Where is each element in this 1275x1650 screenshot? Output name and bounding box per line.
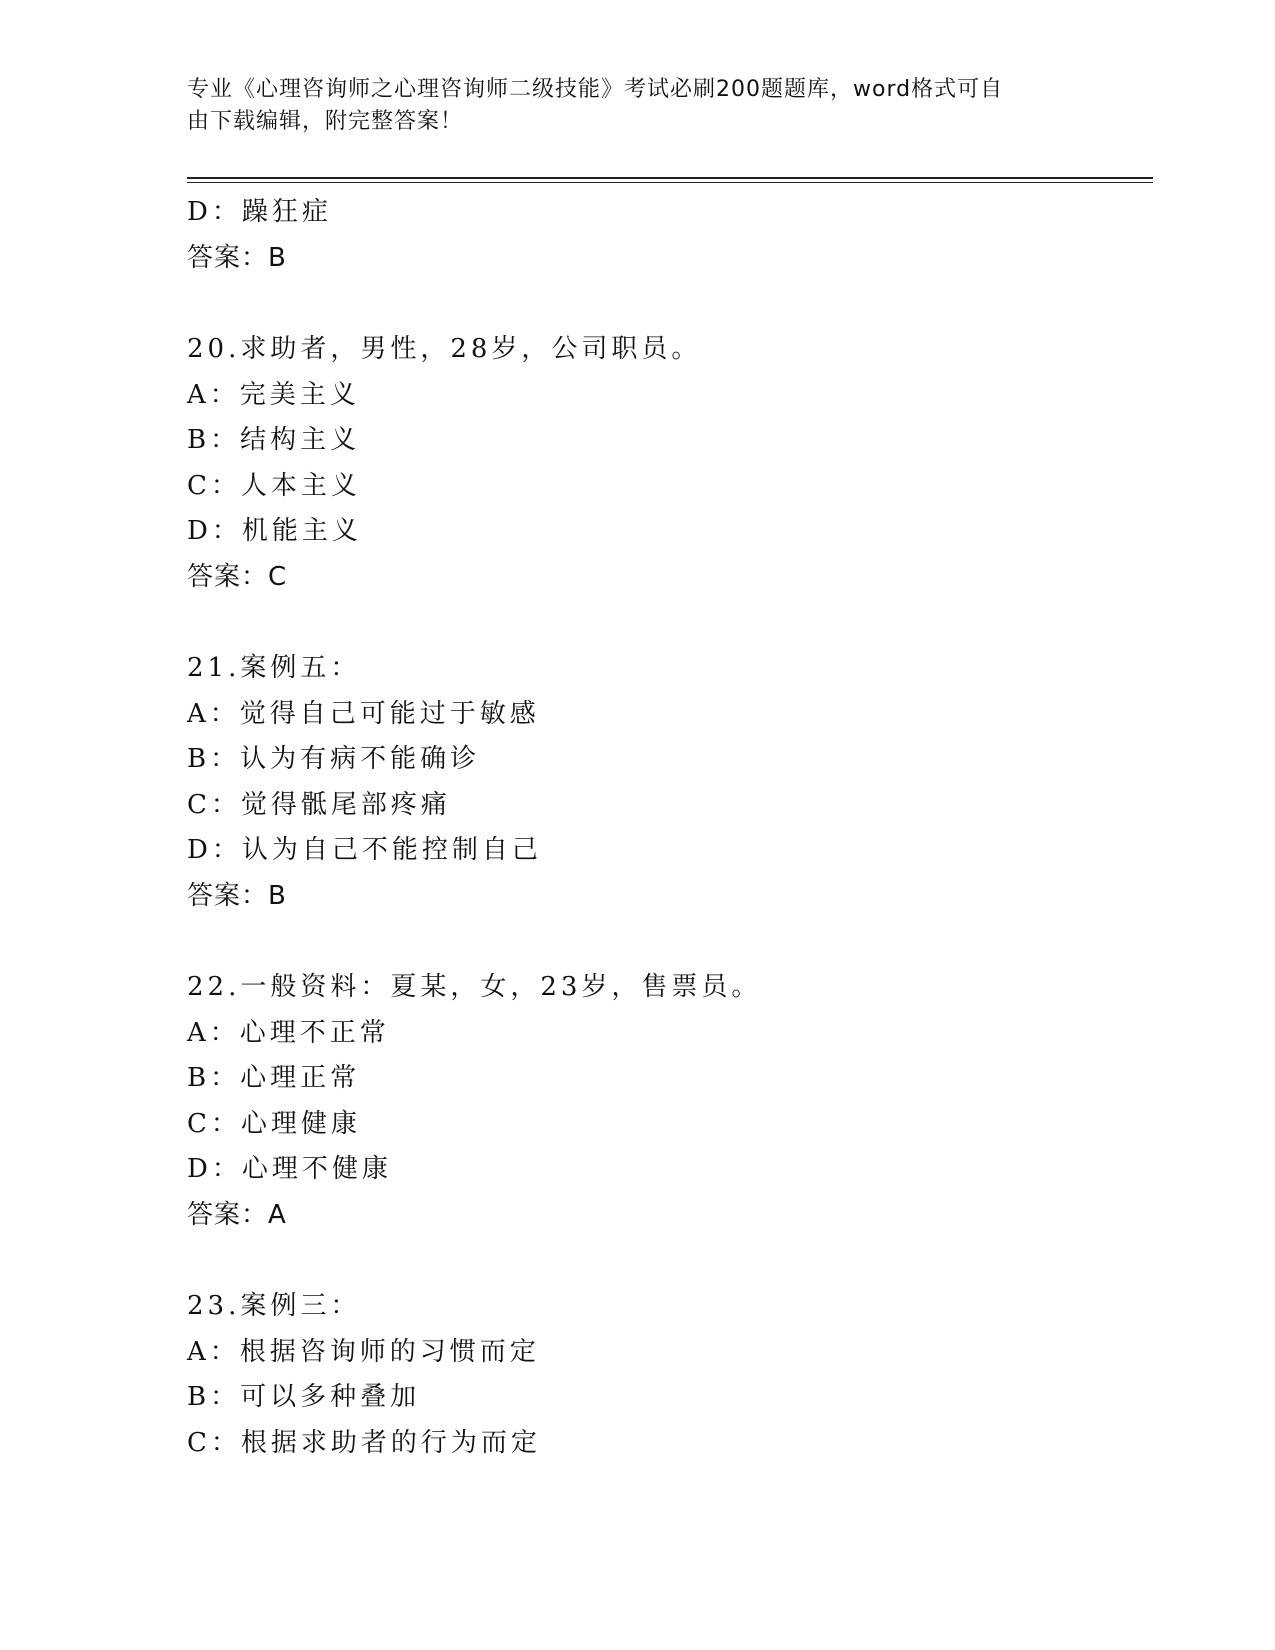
spacer — [187, 600, 1147, 646]
question-22 — [187, 965, 1147, 1238]
answer-line: 答案：B — [187, 880, 287, 911]
option-d: D：机能主义 — [187, 516, 362, 546]
option-b: B：结构主义 — [187, 425, 361, 455]
document-header — [187, 74, 1067, 138]
question-stem: 22.一般资料：夏某，女，23岁，售票员。 — [187, 972, 762, 1002]
option-c: C：觉得骶尾部疼痛 — [187, 789, 451, 820]
spacer — [187, 1238, 1147, 1284]
option-d: D：躁狂症 — [187, 197, 332, 227]
answer-line: 答案：A — [187, 1199, 287, 1230]
option-d: D：心理不健康 — [187, 1154, 392, 1184]
option-a: A：心理不正常 — [187, 1017, 390, 1048]
option-c: C：根据求助者的行为而定 — [187, 1427, 541, 1458]
answer-line: 答案：C — [187, 561, 288, 592]
answer-line: 答案：B — [187, 242, 287, 273]
option-b: B：可以多种叠加 — [187, 1382, 421, 1412]
option-c: C：心理健康 — [187, 1108, 361, 1139]
question-stem: 21.案例五： — [187, 653, 361, 683]
header-line-2: 由下载编辑，附完整答案！ — [187, 109, 464, 134]
question-stem: 20.求助者，男性，28岁，公司职员。 — [187, 334, 702, 364]
question-20 — [187, 327, 1147, 600]
option-a: A：觉得自己可能过于敏感 — [187, 698, 540, 729]
header-divider — [187, 177, 1153, 179]
option-a: A：完美主义 — [187, 379, 360, 410]
question-21 — [187, 646, 1147, 919]
spacer — [187, 919, 1147, 965]
option-c: C：人本主义 — [187, 470, 361, 501]
option-d: D：认为自己不能控制自己 — [187, 835, 542, 865]
question-stem: 23.案例三： — [187, 1291, 361, 1321]
spacer — [187, 281, 1147, 327]
option-b: B：认为有病不能确诊 — [187, 744, 481, 774]
question-23 — [187, 1284, 1147, 1466]
option-a: A：根据咨询师的习惯而定 — [187, 1336, 540, 1367]
option-b: B：心理正常 — [187, 1063, 361, 1093]
header-divider-thin — [187, 182, 1153, 183]
question-list — [187, 190, 1147, 1466]
header-line-1: 专业《心理咨询师之心理咨询师二级技能》考试必刷200题题库，word格式可自 — [187, 77, 1004, 102]
